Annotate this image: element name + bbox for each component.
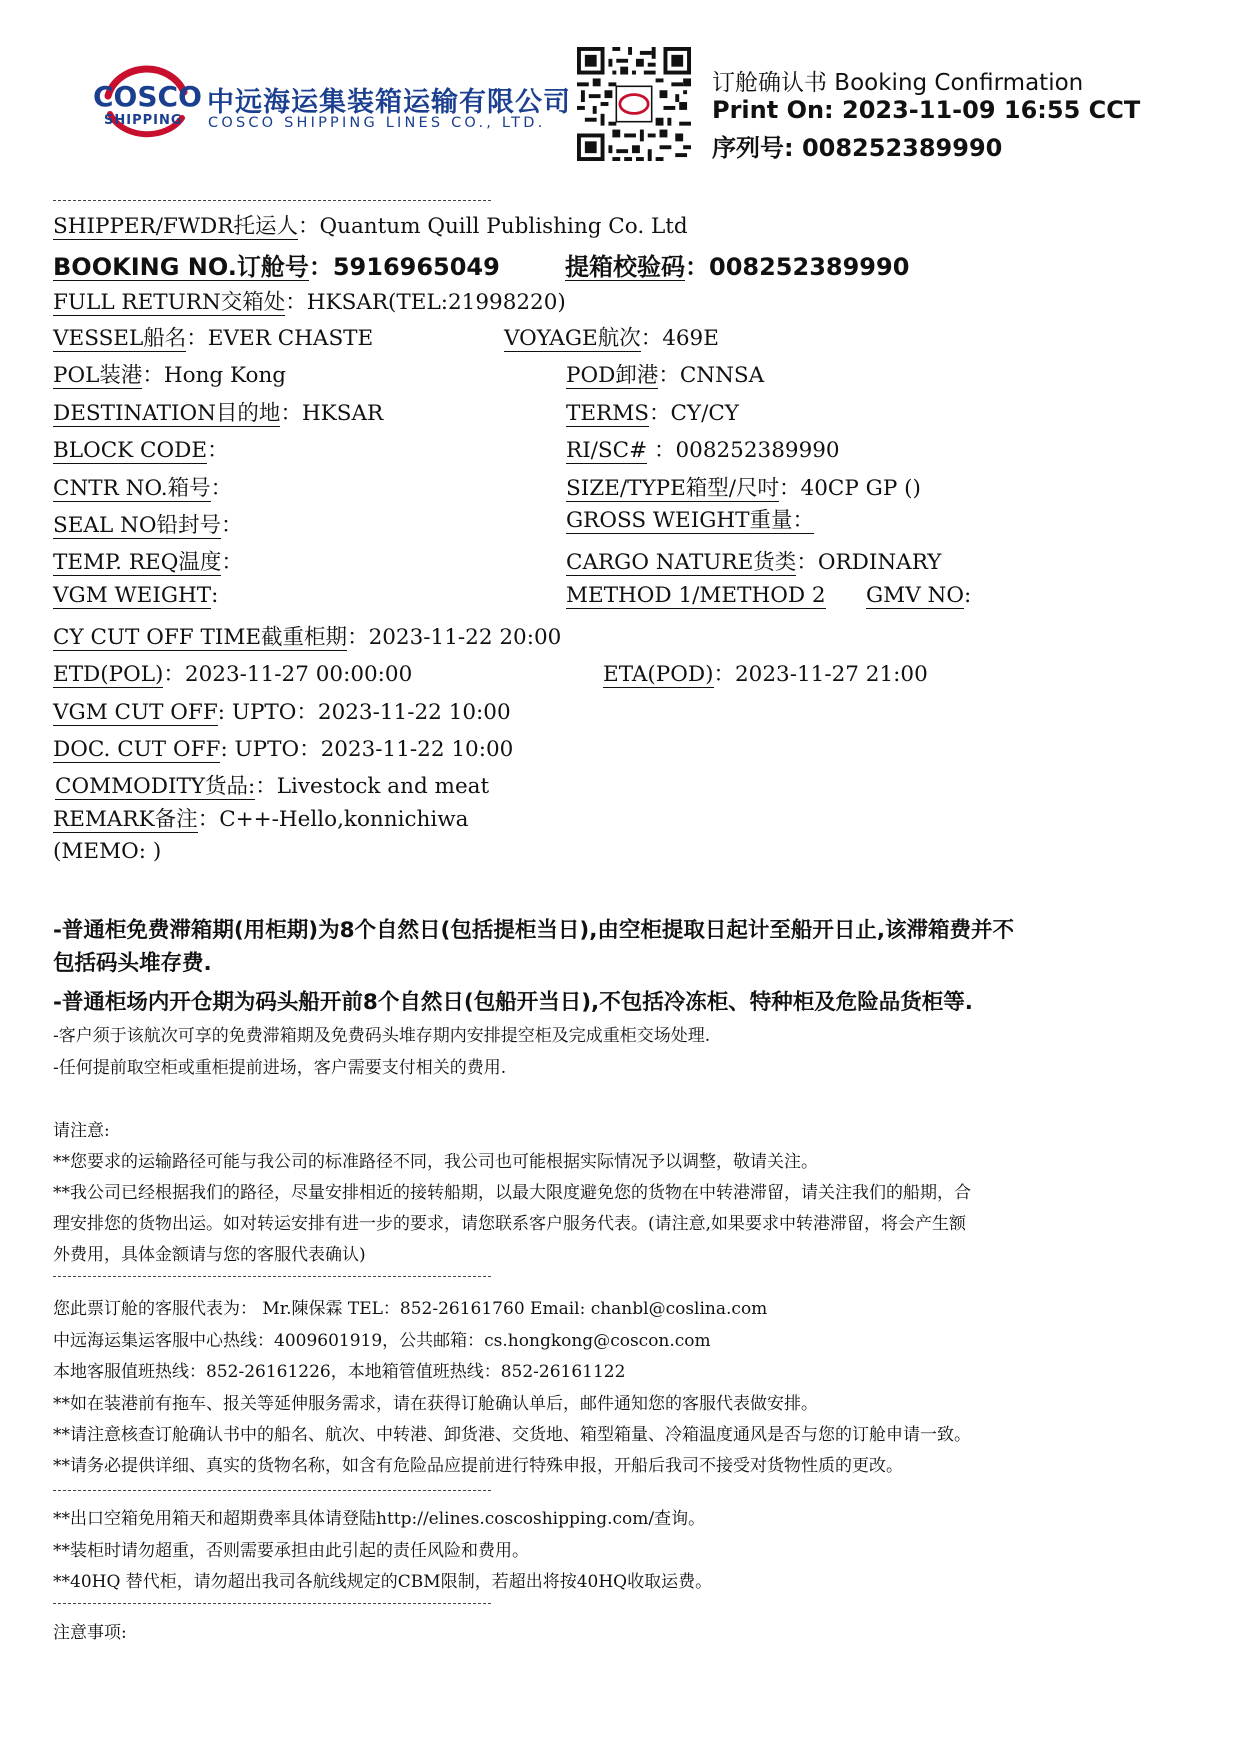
vgm-cutoff-row (53, 695, 511, 726)
seal-value: ： (221, 513, 243, 538)
attention-line2a: **我公司已经根据我们的路径，尽量安排相近的接转船期，以最大限度避免您的货物在中转港滞留，请关注我们的船期，合 (53, 1183, 971, 1203)
method-row (566, 583, 826, 609)
block-code-label: BLOCK CODE (53, 438, 208, 463)
risc-row (566, 433, 840, 464)
vgm-weight-value: : (211, 583, 219, 608)
check-code-label: 提箱校验码 (565, 253, 685, 281)
demurrage-note-line1: -普通柜免费滞箱期(用柜期)为8个自然日(包括提柜当日),由空柜提取日起计至船开日止,该滞箱费并不 (53, 918, 1015, 943)
contact-note3: **请务必提供详细、真实的货物名称，如含有危险品应提前进行特殊申报，开船后我司不接受对货物性质的更改。 (53, 1456, 903, 1476)
pod-label: POD卸港 (566, 363, 659, 388)
cy-cutoff-value: ：2023-11-22 20:00 (347, 625, 562, 650)
serial-number: 序列号: 008252389990 (712, 134, 1003, 162)
extra-line1: **出口空箱免用箱天和超期费率具体请登陆http://elines.coscoshipping.com/查询。 (53, 1509, 706, 1529)
booking-value: ：5916965049 (308, 253, 500, 281)
cntr-label: CNTR NO.箱号 (53, 476, 211, 501)
vgm-weight-row (53, 583, 218, 609)
terms-label: TERMS (566, 401, 649, 426)
risc-value: ：008252389990 (647, 438, 840, 463)
extra-line3: **40HQ 替代柜，请勿超出我司各航线规定的CBM限制，若超出将按40HQ收取运费。 (53, 1572, 713, 1592)
voyage-value: ：469E (640, 326, 719, 351)
extra-line2: **装柜时请勿超重，否则需要承担由此引起的责任风险和费用。 (53, 1541, 529, 1561)
size-type-row (566, 471, 921, 502)
size-type-value: ：40CP GP () (779, 476, 921, 501)
contact-rep: 您此票订舱的客服代表为： Mr.陳保霖 TEL：852-26161760 Email: chanbl@coslina.com (53, 1299, 768, 1319)
logo-word: COSCO (93, 80, 202, 113)
voyage-label: VOYAGE航次 (504, 326, 641, 351)
vessel-value: ：EVER CHASTE (186, 326, 374, 351)
pol-value: ：Hong Kong (142, 363, 287, 388)
shipper-row (53, 209, 688, 240)
cargo-nature-value: ：ORDINARY (796, 550, 942, 575)
contact-hotline: 中远海运集运客服中心热线：4009601919，公共邮箱：cs.hongkong@coscon.com (53, 1331, 711, 1351)
cargo-nature-row (566, 545, 941, 576)
commodity-row (55, 769, 489, 800)
remark-label: REMARK备注 (53, 807, 198, 832)
attention-line2b: 理安排您的货物出运。如对转运安排有进一步的要求，请您联系客户服务代表。(请注意,如果要求中转港滞留，将会产生额 (53, 1214, 967, 1234)
shipper-value: ：Quantum Quill Publishing Co. Ltd (297, 214, 688, 239)
destination-label: DESTINATION目的地 (53, 401, 281, 426)
method-label: METHOD 1/METHOD 2 (566, 583, 826, 608)
attention-line2c: 外费用，具体金额请与您的客服代表确认) (53, 1245, 366, 1265)
divider (53, 200, 491, 201)
booking-row (53, 247, 500, 282)
qr-code-icon (577, 47, 691, 165)
gross-weight-label: GROSS WEIGHT重量 (566, 508, 793, 533)
block-code-row (53, 433, 229, 464)
remark-value: ：C++-Hello,konnichiwa (197, 807, 469, 832)
block-code-value: ： (207, 438, 229, 463)
divider (53, 1490, 491, 1491)
demurrage-note-line2: 包括码头堆存费. (53, 951, 212, 976)
company-name-en: COSCO SHIPPING LINES CO., LTD. (208, 115, 546, 131)
gmv-value: : (964, 583, 972, 608)
contact-note2: **请注意核查订舱确认书中的船名、航次、中转港、卸货港、交货地、箱型箱量、冷箱温度通风是否与您的订舱申请一致。 (53, 1425, 971, 1445)
eta-value: ：2023-11-27 21:00 (713, 662, 928, 687)
company-name-cn: 中远海运集装箱运输有限公司 (207, 87, 571, 118)
etd-label: ETD(POL) (53, 662, 164, 687)
divider (53, 1603, 491, 1604)
doc-cutoff-row (53, 732, 513, 763)
seal-label: SEAL NO铅封号 (53, 513, 222, 538)
cntr-value: ： (210, 476, 233, 501)
print-on: Print On: 2023-11-09 16:55 CCT (712, 96, 1141, 124)
document-title: 订舱确认书 Booking Confirmation (712, 70, 1084, 96)
logo-sub: SHIPPING (104, 113, 183, 128)
temp-label: TEMP. REQ温度 (53, 550, 222, 575)
vgm-cutoff-value: : UPTO：2023-11-22 10:00 (217, 700, 511, 725)
terms-row (566, 396, 739, 427)
doc-cutoff-value: : UPTO：2023-11-22 10:00 (220, 737, 514, 762)
cntr-row (53, 471, 232, 502)
size-type-label: SIZE/TYPE箱型/尺吋 (566, 476, 780, 501)
temp-row (53, 545, 243, 576)
eta-label: ETA(POD) (603, 662, 714, 687)
full-return-row (53, 285, 566, 316)
cy-cutoff-label: CY CUT OFF TIME截重柜期 (53, 625, 348, 650)
remark-row (53, 802, 468, 833)
check-code-value: ：008252389990 (685, 253, 910, 281)
gross-weight-value: ： (792, 508, 814, 533)
commodity-label: COMMODITY货品: (55, 774, 256, 799)
seal-row (53, 508, 243, 539)
attention-line1: **您要求的运输路径可能与我公司的标准路径不同，我公司也可能根据实际情况予以调整，敬请关注。 (53, 1152, 818, 1172)
pod-row (566, 358, 764, 389)
temp-value: ： (221, 550, 243, 575)
cy-open-note: -普通柜场内开仓期为码头船开前8个自然日(包船开当日),不包括冷冻柜、特种柜及危险品货柜等. (53, 990, 973, 1015)
voyage-row (504, 321, 719, 352)
full-return-value: ：HKSAR(TEL:21998220) (285, 290, 566, 315)
vessel-label: VESSEL船名 (53, 326, 187, 351)
shipper-label: SHIPPER/FWDR托运人 (53, 214, 298, 239)
destination-value: ：HKSAR (280, 401, 384, 426)
etd-value: ：2023-11-27 00:00:00 (163, 662, 413, 687)
full-return-label: FULL RETURN交箱处 (53, 290, 286, 315)
pod-value: ：CNNSA (658, 363, 765, 388)
divider (53, 1276, 491, 1277)
booking-label: BOOKING NO.订舱号 (53, 253, 309, 281)
cy-cutoff-row (53, 620, 561, 651)
doc-cutoff-label: DOC. CUT OFF (53, 737, 221, 762)
contact-local: 本地客服值班热线：852-26161226，本地箱管值班热线：852-26161122 (53, 1362, 626, 1382)
attention-title: 请注意: (53, 1121, 110, 1141)
vessel-row (53, 321, 373, 352)
gross-weight-row (566, 508, 814, 534)
gmv-row (866, 583, 971, 609)
etd-row (53, 657, 412, 688)
commodity-value: ：Livestock and meat (255, 774, 490, 799)
terms-value: ：CY/CY (648, 401, 740, 426)
memo: (MEMO: ) (53, 839, 162, 864)
contact-note1: **如在装港前有拖车、报关等延伸服务需求，请在获得订舱确认单后，邮件通知您的客服代表做安排。 (53, 1394, 818, 1414)
vgm-weight-label: VGM WEIGHT (53, 583, 212, 608)
note-early-fee: -任何提前取空柜或重柜提前进场，客户需要支付相关的费用. (53, 1058, 507, 1078)
pol-label: POL装港 (53, 363, 143, 388)
cargo-nature-label: CARGO NATURE货类 (566, 550, 797, 575)
check-code-row (565, 247, 909, 282)
gmv-label: GMV NO (866, 583, 964, 608)
pol-row (53, 358, 286, 389)
risc-label: RI/SC# (566, 438, 648, 463)
note-pickup: -客户须于该航次可享的免费滞箱期及免费码头堆存期内安排提空柜及完成重柜交场处理. (53, 1026, 711, 1046)
destination-row (53, 396, 383, 427)
footer-title: 注意事项: (53, 1623, 127, 1643)
eta-row (603, 657, 928, 688)
vgm-cutoff-label: VGM CUT OFF (53, 700, 218, 725)
